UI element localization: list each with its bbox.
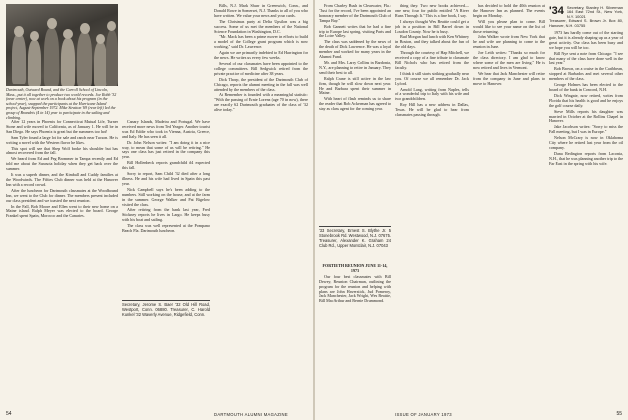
photo-caption: Dartmouth, Outward Bound, and the Carroll School of Lincoln, Mass., put it all together to produce two world records. Joe Robb '32 (near center), now at work on a book about his program (in the school-year), snapped the participants at the Hurricane Island project, August-September 1972. Mike Stratton '69 (rear left) led the group of Brandeis (4 in 14) year to participate in the sailing and climbing. xyxy=(6,87,117,120)
paragraph: Bill Nye sent a note from Chicago: "I see that many of the class have done well in the last year." xyxy=(549,50,623,66)
paragraph: With heart of flash reminds us to share the reader that Bob Ackerman has agreed to stay as class agent for the coming year. xyxy=(319,96,391,112)
paragraph: Sam Tyler found a large lot for sale and ranch near Tucson. He is writing a novel with the Western flavor he likes. xyxy=(6,134,118,145)
paragraph: Bill Hollenbeck reports grandchild #4 expected this fall. xyxy=(122,160,210,171)
left-column-3 xyxy=(214,4,308,324)
paragraph: Sorry to report, Sam Child '32 died after a long illness. He and his wife had lived in Spain this past year. xyxy=(122,171,210,186)
paragraph: George Holmes has been elected to the board of the bank in Concord, N.H. xyxy=(549,82,623,92)
paragraph: Bob Gannett writes that he had a fine trip to Europe last spring, visiting Paris and the Loire Valley. xyxy=(319,23,391,39)
paragraph: Our four best classmates with Bill Dewey, Reunion Chairman, outlining the program for the reunion and helping with plans are John Haverstick, Jud Pomeroy, Jack Manchester, Jack Wright, Wes Beattie, Bill MacArthur and Bernie Drummond. xyxy=(319,273,391,304)
paragraph: Nick Campbell says he's been adding to the numbers. Still working on the house, and at the farm in the summer. George Walker and Pat Bigelow visited the class. xyxy=(122,186,210,207)
folio-left: DARTMOUTH ALUMNI MAGAZINE xyxy=(214,412,288,417)
paragraph: From Charley Bush in Clearwater, Fla.: "Just for the record, I've been appointed an honorary member of the Dartmouth Club of Tampa Bay." xyxy=(319,4,391,23)
paragraph: Dick Thorp, the president of the Dartmouth Club of Chicago, reports the alumni meeting in the fall was well attended by the members of the class. xyxy=(214,76,308,92)
class-treasurer: Treasurer, Edward S. Brown Jr. Box 80, Hanover, N.H. 03755 xyxy=(549,18,623,28)
paragraph: John Walker wrote from New York that he and wife are planning to come to the reunion in June. xyxy=(473,34,545,50)
paragraph: Roy Hill has a new address in Dallas, Texas. He will be glad to hear from classmates passing through. xyxy=(395,102,469,118)
paragraph: Jake Jacobson writes: "Sorry to miss the Fall meeting, but I was in Europe." xyxy=(549,124,623,135)
paragraph: Several of our classmates have been appointed to the college committees. Bill Sedgwick retired from the private practice of medicine after 38 years. xyxy=(214,60,308,76)
paragraph: I think it still starts striking gradually near you. Of course we all remember Dr. Jack Lyford. xyxy=(395,70,469,86)
paragraph: This spot will see that Shep Wolf broke his shoulder but has almost recovered from the fall. xyxy=(6,145,118,156)
page-number-left: 54 xyxy=(6,411,12,417)
paragraph: After retiring from the bank last year, Fred Stickney reports he lives in Largo. He keeps busy with his boat and sailing. xyxy=(122,207,210,223)
reunion-heading: FORTIETH REUNION JUNE 11-14, 1973 xyxy=(322,264,388,273)
folio-right: ISSUE OF JANUARY 1973 xyxy=(395,412,452,417)
paragraph: has decided to hold the 40th reunion at the Hanover Inn as planned. The events begin on Monday. xyxy=(473,4,545,18)
paragraph: Mr. and Mrs. Larry Collins in Bardonia, N.Y., are planning to retire in January. They send their best to all. xyxy=(319,59,391,75)
paragraph: Dana Redington reports from Laconia, N.H., that he was planning another trip to the Far East in the spring with his wife. xyxy=(549,150,623,166)
paragraph: Nelson McCrary is now in Oklahoma City where he retired last year from the oil company. xyxy=(549,135,623,150)
left-column-2 xyxy=(122,120,210,296)
paragraph: We hear that Jack Manchester will retire from the company in June and plans to move to Hanover. xyxy=(473,70,545,86)
paragraph: Bob Brown, on a cruise in the Caribbean, stopped at Barbados and met several other members of the class. xyxy=(549,66,623,82)
paragraph: In the Fall, Bob Moore and Ellen went to their new home on a Maine island. Ralph Meyer was elected to the board. George Frankel spent Spain, Morocco and the Canaries. xyxy=(6,203,118,219)
right-column-1-continued xyxy=(319,264,391,408)
paragraph: Ralph Crane is still active in the law firm, though he will slow down next year. He and Barbara spent their summer in Maine. xyxy=(319,75,391,96)
paragraph: thing they. Two new books achieved—one new, four for public entitled "A River Runs Through It." This is a fine book, I say. xyxy=(395,4,469,18)
class-year: '34 xyxy=(549,6,564,17)
paragraph: After the luncheon for Dartmouth classmates at the Woodbound Inn, we went to the Club for dinner. The members present included our class president and we toasted the next reunion. xyxy=(6,187,118,203)
paragraph: After 12 years in Phoenix for Connecticut Mutual Life, Turner Stone and wife moved to California, as of January 1. He will be in San Diego. He says Phoenix is great but the summers too hot! xyxy=(6,120,118,134)
paragraph: Steve Mills reports his daughter was married in October at the Rollins Chapel in Hanover. xyxy=(549,108,623,124)
paragraph: The Christmas party at Delta Upsilon was a big success. Some of us met the members of the National Science Foundation in Washington, D.C. xyxy=(214,18,308,34)
paragraph: Joe Leith writes: "Thanks so much for the class directory. I am glad to know where some of the men are living." He is now retired and lives in Vermont. xyxy=(473,50,545,70)
class-secretary: Secretary, Stanley H. Silverman 164 East 72nd St., New York, N.Y. 10021 xyxy=(566,6,623,19)
group-photo xyxy=(6,4,118,86)
paragraph: "Mr. Mack has been a prime mover in efforts to build a model of the College grant program which is now working," said Dr. Lawrence. xyxy=(214,34,308,50)
page-number-right: 55 xyxy=(616,411,622,417)
right-column-1 xyxy=(319,4,391,222)
paragraph: At Remember is founded with a meaningful statistic: "With the passing of Ernie Lorenz (age 70 in now), there are exactly 62 Dartmouth graduates of the class of '32 alive today." xyxy=(214,92,308,113)
paragraph: It was a superb dinner, and the Kimball and Cuddy families at the Woodwinds. The Fifties Club dinner was held at the Hanover Inn with a record crowd. xyxy=(6,172,118,187)
class-32-notice xyxy=(122,300,210,347)
paragraph: Bud Morgan had lunch with Ken Whitney in Boston, and they talked about the fun of the old days. xyxy=(395,34,469,50)
left-page xyxy=(0,0,313,420)
paragraph: Dr. John Nelson writes: "I am doing it in a nice way, to mean that some of us will be retiring." He says one class has just retired in the company this year. xyxy=(122,139,210,160)
notice-text: Secretary, Jerome S. Baer '32 Old Hill Road, Westport, Conn. 06880. Treasurer, C. Harold Kunkel '32 Waverly Avenue, Ridgefield, Conn. xyxy=(122,302,210,317)
right-page xyxy=(315,0,628,420)
right-column-2 xyxy=(395,4,469,408)
paragraph: Arnold Lang, writing from Naples, tells of a wonderful trip to Italy with his wife and two grandchildren. xyxy=(395,86,469,102)
paragraph: The class was well represented at the Pompano Beach Fla. Dartmouth luncheon. xyxy=(122,223,210,234)
paragraph: Bills, N.J. Mark Shurr in Greenwich, Conn., and Donald Rowe in Somerset, N.J. Thanks to all of you who have written. We value your news and your cards. xyxy=(214,4,308,18)
paragraph: 1973 has hardly come out of the starting gate, but it is already shaping up as a year of great activity. Our class has been busy and we hope you will be too. xyxy=(549,30,623,50)
paragraph: We heard from Ed and Peg Brommer in Tampa recently and Ed told me about the Sarasota holiday when they get back over the summer. xyxy=(6,156,118,172)
paragraph: Through the courtesy of Hap Mitchell, we received a copy of a fine tribute to classmate Bill Nichols who has retired from the faculty. xyxy=(395,50,469,70)
paragraph: I always thought Wes Beattie could get a job in a position in Bill Barrel down in Loudon County. Now he is busy. xyxy=(395,18,469,34)
paragraph: Again we are primarily indebted to Ed Harrington for the news. He writes us every few weeks. xyxy=(214,50,308,61)
right-column-3 xyxy=(473,4,545,408)
paragraph: Canary Islands, Madeira and Portugal. We have received more news from Ted Yeager. Another tourist was Ed Eddie who took in Vienna, Austria, Greece, and Italy. He has seen it all. xyxy=(122,120,210,139)
paragraph: The class was saddened by the news of the death of Dick Lawrence. He was a loyal member and worked for many years in the Alumni Fund. xyxy=(319,39,391,60)
paragraph: Dick Wingate, now retired, writes from Florida that his health is good and he enjoys the golf course daily. xyxy=(549,92,623,108)
class-34-heading xyxy=(549,6,623,28)
left-column-1 xyxy=(6,120,118,408)
right-column-4 xyxy=(549,4,623,408)
class-33-notice xyxy=(319,226,391,263)
notice-text: '33 Secretary, Ernest S. Blythe Jr. 5 Stonebrook Rd. Westwood, N.J. 07675. Treasurer, Alexander K. Graham 24 Club Rd., Upper Montclair, N.J. 07043 xyxy=(319,228,391,248)
paragraph: Will you please plan to come. Bill would like to see your name on the list of those returning. xyxy=(473,18,545,34)
